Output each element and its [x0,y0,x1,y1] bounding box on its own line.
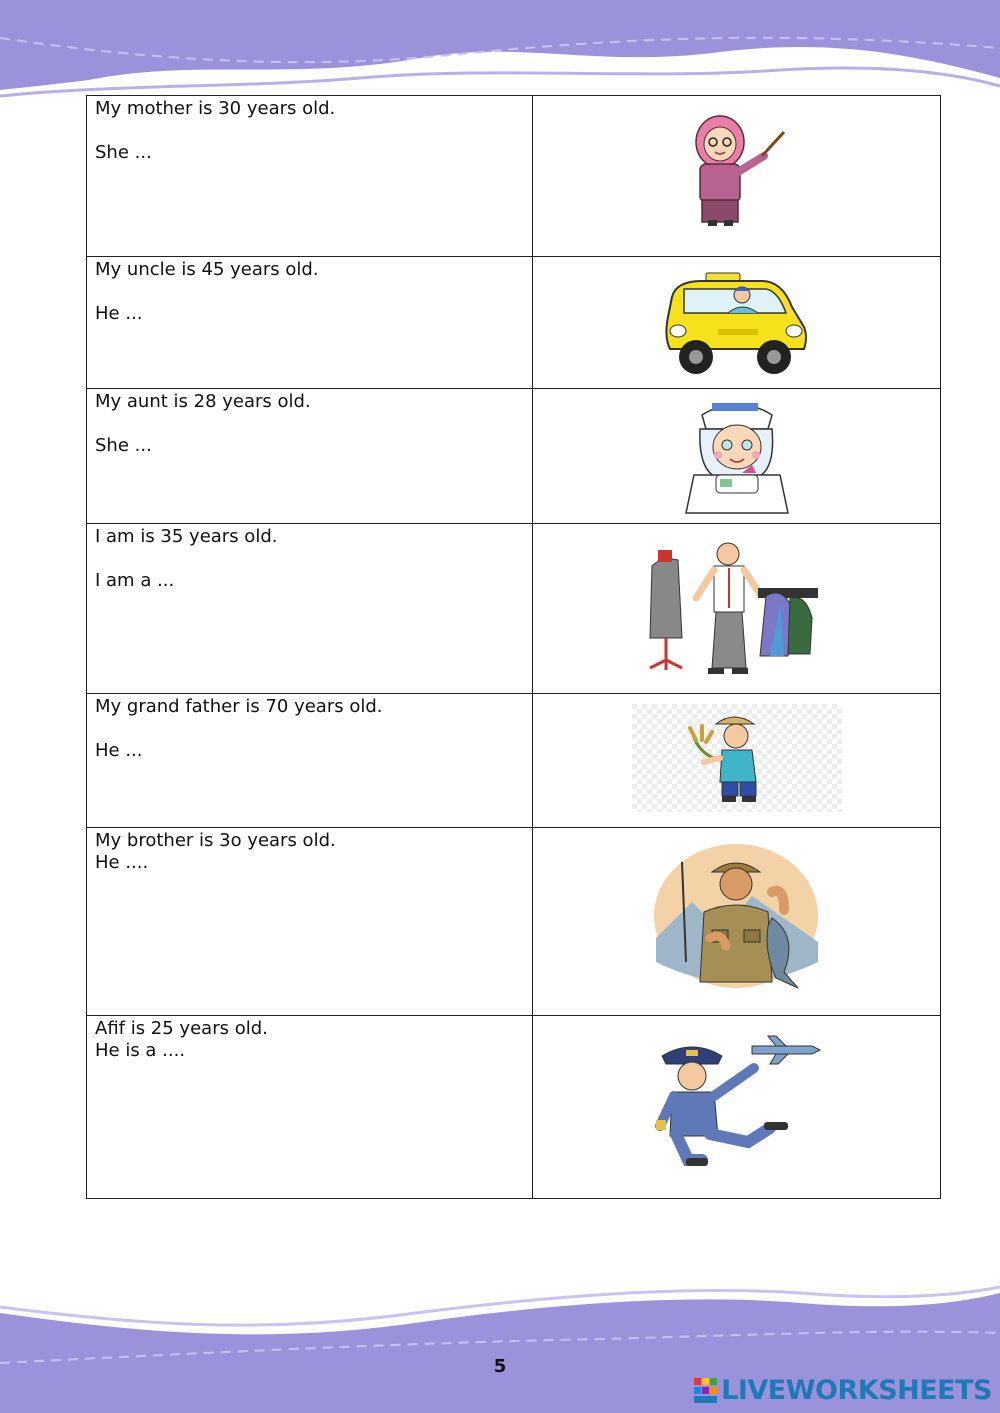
table-row [87,828,941,1016]
teacher-icon [672,112,802,232]
table-row [87,257,941,389]
table-row [87,1016,941,1199]
table-row [87,389,941,524]
sentence-line: My uncle is 45 years old. [95,259,319,280]
answer-line: She ... [95,142,152,163]
sentence-line: I am is 35 years old. [95,526,278,547]
answer-line: I am a ... [95,570,175,591]
sentence-line: My grand father is 70 years old. [95,696,383,717]
sentence-cell [87,389,533,524]
sentence-line: My aunt is 28 years old. [95,391,311,412]
picture-cell [533,1016,941,1199]
pilot-icon [652,1026,822,1171]
taxi-driver-icon [662,267,812,382]
farmer-icon [632,704,842,812]
answer-line: He is a .... [95,1040,186,1061]
sentence-cell [87,524,533,694]
picture-cell [533,828,941,1016]
worksheet-table [86,95,941,1199]
brand-watermark [694,1375,992,1406]
sentence-line: Afif is 25 years old. [95,1018,268,1039]
table-row [87,96,941,257]
picture-cell [533,257,941,389]
picture-cell [533,389,941,524]
sentence-cell [87,96,533,257]
answer-line: He ... [95,303,143,324]
sentence-cell [87,257,533,389]
liveworksheets-logo-icon [694,1378,718,1404]
tailor-icon [642,538,832,678]
answer-line: He ... [95,740,143,761]
fisherman-icon [652,842,822,992]
picture-cell [533,524,941,694]
table-row [87,694,941,828]
answer-line: He .... [95,852,149,873]
nurse-icon [672,395,802,520]
top-wave-decoration [0,0,1000,110]
picture-cell [533,694,941,828]
page-number: 5 [493,1356,507,1377]
sentence-cell [87,828,533,1016]
sentence-cell [87,694,533,828]
brand-name: LIVEWORKSHEETS [721,1375,992,1406]
answer-line: She ... [95,435,152,456]
sentence-line: My mother is 30 years old. [95,98,336,119]
sentence-line: My brother is 3o years old. [95,830,336,851]
sentence-cell [87,1016,533,1199]
table-row [87,524,941,694]
picture-cell [533,96,941,257]
